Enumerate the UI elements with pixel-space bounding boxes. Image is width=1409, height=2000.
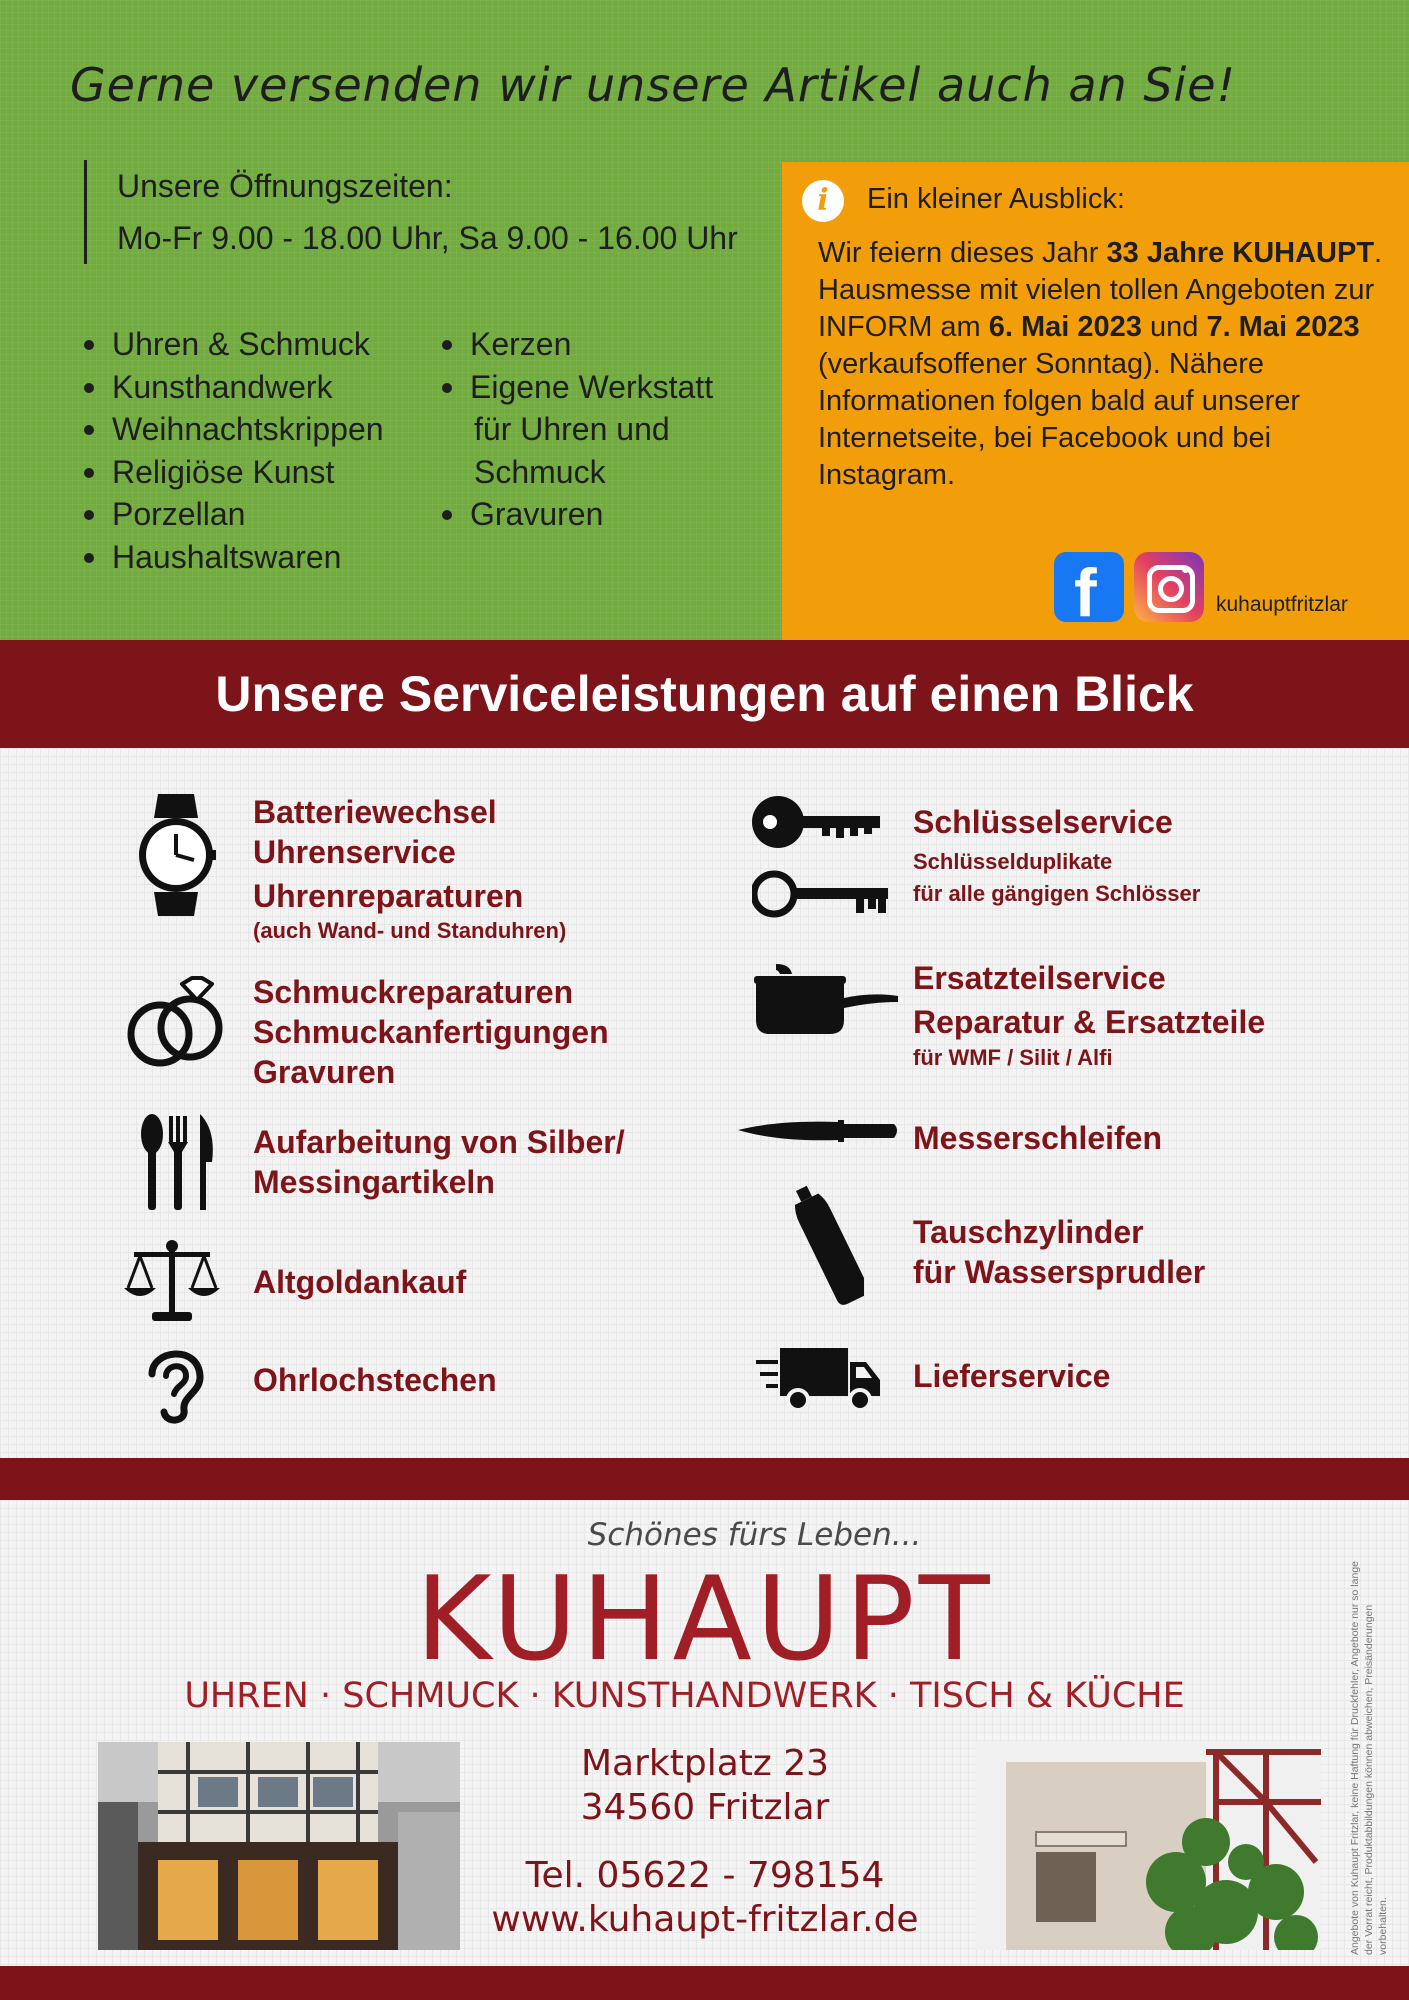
service-parts-repair: Reparatur & Ersatzteile: [913, 1004, 1266, 1040]
legal-disclaimer: [1348, 1545, 1389, 1955]
list-item: Haushaltswaren: [84, 536, 384, 579]
rings-icon: [124, 976, 228, 1068]
knife-icon: [738, 1118, 900, 1148]
outlook-text-part: Hausmesse mit vielen tollen Angeboten zur INFORM am: [818, 274, 1375, 343]
social-handle: kuhauptfritzlar: [1216, 593, 1348, 616]
opening-hours-title: Unsere Öffnungszeiten:: [117, 168, 453, 204]
outlook-highlight: 7. Mai 2023: [1206, 311, 1360, 343]
cutlery-icon: [138, 1112, 220, 1212]
address-city: 34560 Fritzlar: [580, 1787, 830, 1828]
watch-icon: [136, 792, 216, 918]
services-title: Unsere Serviceleistungen auf einen Blick: [215, 666, 1194, 722]
service-gold: Altgoldankauf: [253, 1264, 467, 1300]
tagline: Schönes fürs Leben...: [587, 1517, 922, 1553]
list-item: Kunsthandwerk: [84, 366, 384, 409]
service-parts: Ersatzteilservice: [913, 960, 1166, 996]
outlook-text-part: und: [1141, 311, 1207, 343]
list-item-label: Eigene Werkstatt: [470, 368, 714, 405]
opening-hours: [84, 160, 738, 264]
ear-icon: [142, 1338, 208, 1424]
service-jewel-making: Schmuckanfertigungen: [253, 1014, 609, 1050]
footer-band: [0, 1458, 1409, 1500]
service-parts-brands: für WMF / Silit / Alfi: [913, 1045, 1113, 1070]
bullet: [442, 383, 452, 393]
outlook-text: [818, 235, 1388, 494]
service-key-duplicate: Schlüsselduplikate: [913, 849, 1113, 874]
brand-logo: KUHAUPT: [415, 1552, 994, 1687]
outlook-highlight: 33 Jahre KUHAUPT: [1106, 237, 1375, 269]
list-item: Weihnachtskrippen: [84, 408, 384, 451]
service-delivery: Lieferservice: [913, 1358, 1111, 1394]
saucepan-icon: [752, 964, 898, 1038]
bullet: [442, 340, 452, 350]
key-icon: [752, 792, 888, 918]
list-item: [442, 366, 713, 409]
outlook-text-part: Wir feiern dieses Jahr: [818, 237, 1107, 269]
list-item: Porzellan: [84, 493, 384, 536]
gas-cylinder-icon: [794, 1182, 864, 1308]
service-watch-battery: Batteriewechsel: [253, 794, 497, 830]
outlook-text-part: (verkaufsoffener Sonntag). Nähere Informationen folgen bald auf unserer Internetseite, bei Facebook und bei Instagram.: [818, 348, 1301, 491]
service-jewel-repair: Schmuckreparaturen: [253, 974, 574, 1010]
list-item-label: Gravuren: [470, 496, 604, 532]
list-item-label: Kerzen: [470, 326, 572, 362]
service-silver-l1: Aufarbeitung von Silber/: [253, 1124, 625, 1160]
outlook-highlight: 6. Mai 2023: [988, 311, 1142, 343]
legal-disclaimer-text: Angebote von Kuhaupt Fritzlar, keine Haftung für Druckfehler, Angebote nur so lange der Vorrat reicht, Produktabbildungen können abweichen, Preisänderungen vorbehalten.: [1349, 1560, 1389, 1955]
address-street: Marktplatz 23: [580, 1743, 830, 1784]
delivery-truck-icon: [756, 1346, 880, 1412]
service-knife: Messerschleifen: [913, 1120, 1163, 1156]
building-photo: [976, 1742, 1321, 1950]
phone: Tel. 05622 - 798154: [525, 1855, 885, 1896]
service-watch-repair: Uhrenreparaturen: [253, 878, 524, 914]
facebook-icon[interactable]: f: [1054, 552, 1124, 622]
list-item-continuation: für Uhren und: [474, 411, 670, 447]
list-item: [442, 493, 713, 536]
service-engraving: Gravuren: [253, 1054, 396, 1090]
list-item: Uhren & Schmuck: [84, 323, 384, 366]
info-icon: i: [802, 180, 844, 222]
service-watch-service: Uhrenservice: [253, 834, 456, 870]
service-silver-l2: Messingartikeln: [253, 1164, 495, 1200]
product-list-left: [84, 323, 384, 578]
storefront-photo: [98, 1742, 460, 1950]
service-key: Schlüsselservice: [913, 804, 1173, 840]
instagram-icon[interactable]: [1134, 552, 1204, 622]
opening-hours-times: Mo-Fr 9.00 - 18.00 Uhr, Sa 9.00 - 16.00 Uhr: [117, 220, 738, 256]
service-key-locks: für alle gängigen Schlösser: [913, 881, 1201, 906]
product-list-right: [442, 323, 713, 536]
service-watch-note: (auch Wand- und Standuhren): [253, 918, 567, 943]
list-item-continuation: Schmuck: [474, 453, 606, 490]
bullet: [442, 510, 452, 520]
list-item: [442, 323, 713, 366]
bottom-band: [0, 1966, 1409, 2000]
website-link[interactable]: www.kuhaupt-fritzlar.de: [491, 1899, 919, 1940]
service-cylinder-l1: Tauschzylinder: [913, 1214, 1144, 1250]
headline: Gerne versenden wir unsere Artikel auch an Sie!: [70, 58, 1237, 112]
outlook-title: Ein kleiner Ausblick:: [867, 183, 1125, 215]
list-item: Religiöse Kunst: [84, 451, 384, 494]
scale-icon: [124, 1238, 220, 1324]
service-ear-piercing: Ohrlochstechen: [253, 1362, 497, 1398]
outlook-text-part: .: [1374, 237, 1383, 269]
store-categories: UHREN · SCHMUCK · KUNSTHANDWERK · TISCH & KÜCHE: [184, 1676, 1185, 1716]
service-cylinder-l2: für Wassersprudler: [913, 1254, 1206, 1290]
